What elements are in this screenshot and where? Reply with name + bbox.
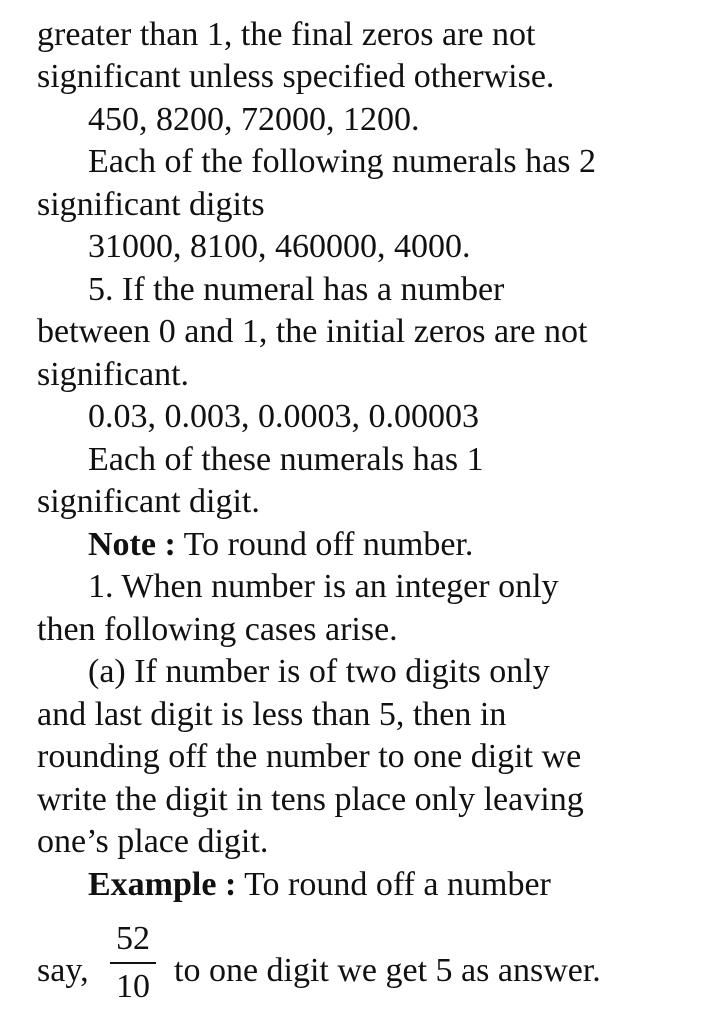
fraction-prefix: say, (37, 952, 89, 989)
text-line (88, 566, 559, 608)
text-line (88, 439, 484, 481)
note-label: Note : (88, 526, 176, 563)
text-line (37, 311, 587, 353)
line-text: rounding off the number to one digit we (37, 738, 582, 775)
line-text: and last digit is less than 5, then in (37, 696, 507, 733)
numbers-example-line (88, 396, 479, 438)
text-line (37, 694, 506, 736)
text-line (37, 184, 265, 226)
fraction-bar (110, 962, 156, 964)
line-text: significant digit. (37, 483, 260, 520)
line-text: then following cases arise. (37, 611, 398, 648)
numbers-example-line (88, 99, 420, 141)
line-text: greater than 1, the final zeros are not (37, 16, 536, 53)
line-text: significant. (37, 356, 190, 393)
numbers-example-line (88, 226, 471, 268)
text-line (88, 651, 550, 693)
line-text: Each of the following numerals has 2 (88, 143, 596, 180)
line-text: 5. If the numeral has a number (88, 271, 505, 308)
note-line (88, 524, 473, 566)
fraction (108, 920, 158, 1006)
line-text: write the digit in tens place only leaving (37, 781, 584, 818)
line-text: 31000, 8100, 460000, 4000. (88, 228, 471, 265)
line-text: 1. When number is an integer only (88, 568, 559, 605)
fraction-suffix: to one digit we get 5 as answer. (174, 952, 601, 989)
line-text: To round off a number (236, 866, 551, 903)
text-line (37, 779, 584, 821)
line-text: 0.03, 0.003, 0.0003, 0.00003 (88, 398, 479, 435)
line-text: To round off number. (175, 526, 474, 563)
example-label: Example : (88, 866, 237, 903)
example-line (88, 864, 551, 906)
text-line (37, 14, 636, 56)
line-text: between 0 and 1, the initial zeros are not (37, 313, 588, 350)
text-line (37, 56, 554, 98)
line-text: (a) If number is of two digits only (88, 653, 550, 690)
text-line (37, 821, 268, 863)
line-text: Each of these numerals has 1 (88, 441, 484, 478)
line-text: significant digits (37, 186, 265, 223)
text-line (37, 354, 189, 396)
rule-heading-line (88, 269, 504, 311)
fraction-denominator: 10 (116, 968, 150, 1005)
text-line (37, 481, 260, 523)
fraction-numerator: 52 (116, 920, 150, 957)
text-line (88, 141, 596, 183)
line-text: significant unless specified otherwise. (37, 58, 555, 95)
line-text: 450, 8200, 72000, 1200. (88, 101, 420, 138)
line-text: one’s place digit. (37, 823, 269, 860)
text-line (37, 609, 398, 651)
text-line (37, 736, 581, 778)
